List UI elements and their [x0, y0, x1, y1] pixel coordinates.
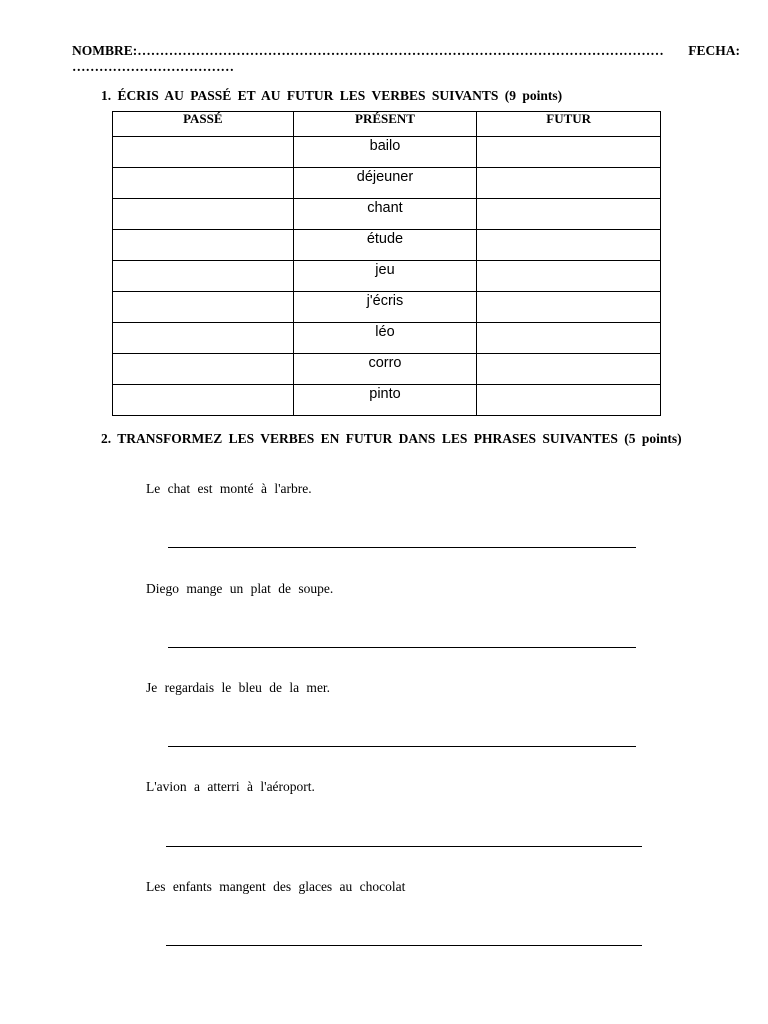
table-row [113, 292, 661, 323]
table-row [113, 323, 661, 354]
futur-answer-cell[interactable] [477, 354, 661, 385]
table-row [113, 199, 661, 230]
present-verb-cell: corro [293, 354, 477, 385]
present-verb-cell: bailo [293, 137, 477, 168]
answer-line[interactable] [166, 945, 642, 946]
sentence-item: Les enfants mangent des glaces au chocolat [146, 879, 406, 894]
date-field-dots[interactable]: ……………………………… [72, 59, 234, 74]
answer-line[interactable] [168, 547, 636, 548]
sentence-item: L'avion a atterri à l'aéroport. [146, 779, 315, 794]
column-header-futur: FUTUR [477, 112, 661, 137]
answer-line[interactable] [166, 846, 642, 847]
passe-answer-cell[interactable] [113, 137, 294, 168]
name-field-label[interactable]: NOMBRE:……………………………………………………………………………………………………… [72, 43, 664, 58]
table-row [113, 168, 661, 199]
date-field-label[interactable]: FECHA: [688, 43, 740, 58]
present-verb-cell: chant [293, 199, 477, 230]
sentence-item: Diego mange un plat de soupe. [146, 581, 334, 596]
futur-answer-cell[interactable] [477, 323, 661, 354]
present-verb-cell: j'écris [293, 292, 477, 323]
sentence-item: Je regardais le bleu de la mer. [146, 680, 331, 695]
passe-answer-cell[interactable] [113, 168, 294, 199]
column-header-present: PRÉSENT [293, 112, 477, 137]
passe-answer-cell[interactable] [113, 354, 294, 385]
verb-table [112, 111, 661, 416]
exercise-1-title: 1. ÉCRIS AU PASSÉ ET AU FUTUR LES VERBES SUIVANTS (9 points) [101, 88, 563, 103]
futur-answer-cell[interactable] [477, 292, 661, 323]
verb-table-header [113, 112, 661, 137]
column-header-passe: PASSÉ [113, 112, 294, 137]
table-row [113, 385, 661, 416]
table-row [113, 230, 661, 261]
table-row [113, 137, 661, 168]
header [72, 43, 740, 75]
passe-answer-cell[interactable] [113, 292, 294, 323]
passe-answer-cell[interactable] [113, 385, 294, 416]
present-verb-cell: léo [293, 323, 477, 354]
present-verb-cell: déjeuner [293, 168, 477, 199]
futur-answer-cell[interactable] [477, 230, 661, 261]
table-row [113, 354, 661, 385]
sentence-item: Le chat est monté à l'arbre. [146, 481, 312, 496]
futur-answer-cell[interactable] [477, 137, 661, 168]
answer-line[interactable] [168, 746, 636, 747]
futur-answer-cell[interactable] [477, 168, 661, 199]
answer-line[interactable] [168, 647, 636, 648]
passe-answer-cell[interactable] [113, 230, 294, 261]
futur-answer-cell[interactable] [477, 385, 661, 416]
passe-answer-cell[interactable] [113, 261, 294, 292]
present-verb-cell: étude [293, 230, 477, 261]
present-verb-cell: jeu [293, 261, 477, 292]
futur-answer-cell[interactable] [477, 261, 661, 292]
passe-answer-cell[interactable] [113, 199, 294, 230]
futur-answer-cell[interactable] [477, 199, 661, 230]
present-verb-cell: pinto [293, 385, 477, 416]
table-row [113, 261, 661, 292]
header-row [72, 43, 740, 59]
passe-answer-cell[interactable] [113, 323, 294, 354]
exercise-2-title: 2. TRANSFORMEZ LES VERBES EN FUTUR DANS LES PHRASES SUIVANTES (5 points) [101, 431, 682, 446]
